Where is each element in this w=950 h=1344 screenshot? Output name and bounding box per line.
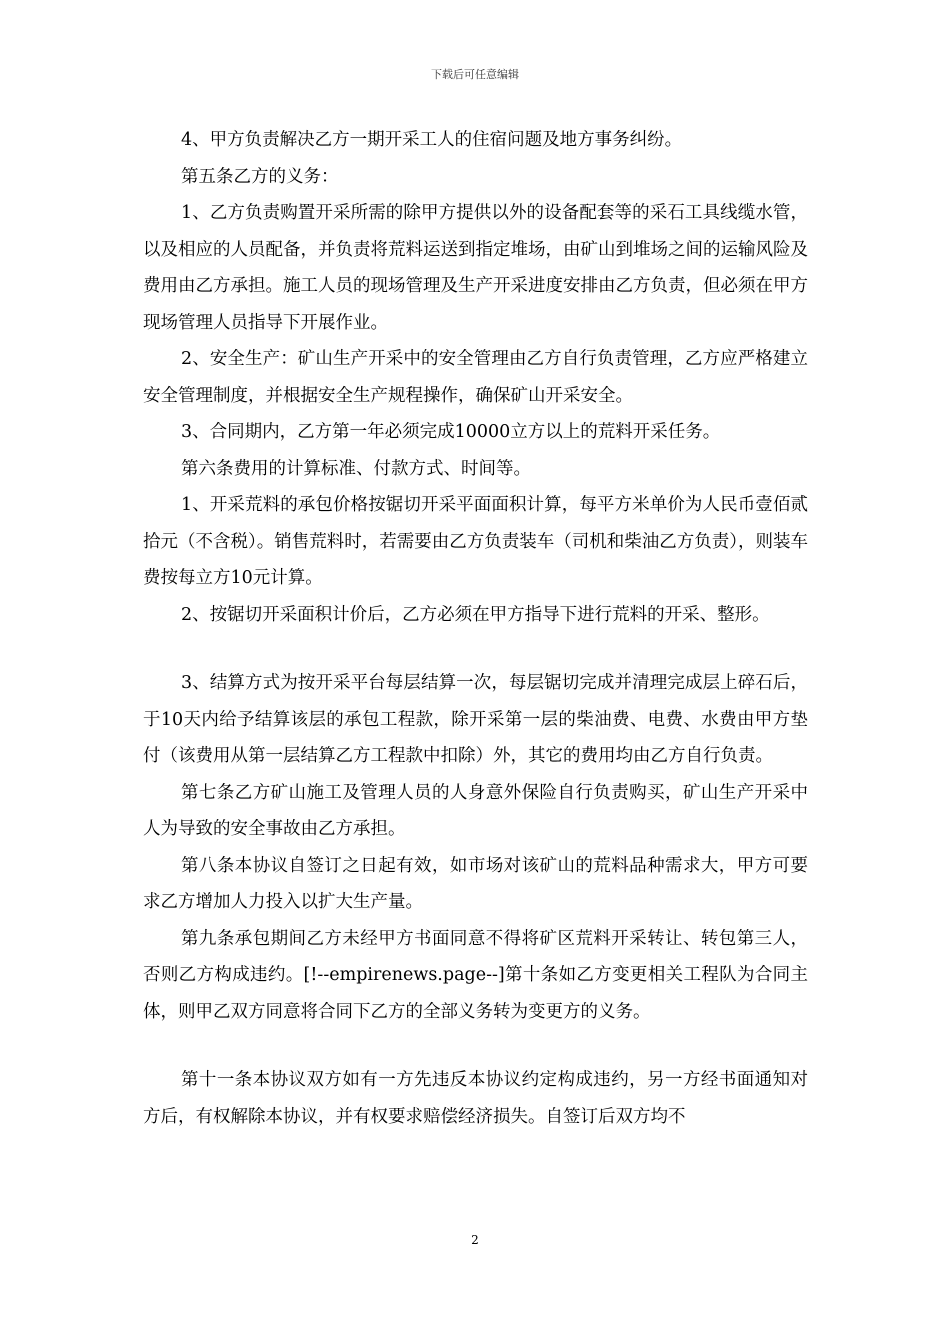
page-header: 下载后可任意编辑 xyxy=(431,68,519,81)
document-body xyxy=(143,122,808,1135)
paragraph: 3、合同期内，乙方第一年必须完成10000立方以上的荒料开采任务。 xyxy=(181,422,721,442)
paragraph: 2、安全生产：矿山生产开采中的安全管理由乙方自行负责管理，乙方应严格建立安全管理制度，并根据安全生产规程操作，确保矿山开采安全。 xyxy=(143,349,808,406)
paragraph: 第六条费用的计算标准、付款方式、时间等。 xyxy=(181,458,531,479)
paragraph: 4、甲方负责解决乙方一期开采工人的住宿问题及地方事务纠纷。 xyxy=(181,130,683,150)
paragraph: 第八条本协议自签订之日起有效，如市场对该矿山的荒料品种需求大，甲方可要求乙方增加人力投入以扩大生产量。 xyxy=(143,855,808,912)
paragraph: 1、乙方负责购置开采所需的除甲方提供以外的设备配套等的采石工具线缆水管，以及相应的人员配备，并负责将荒料运送到指定堆场，由矿山到堆场之间的运输风险及费用由乙方承担。施工人员的现场管理及生产开采进度安排由乙方负责，但必须在甲方现场管理人员指导下开展作业。 xyxy=(143,203,808,333)
paragraph: 1、开采荒料的承包价格按锯切开采平面面积计算，每平方米单价为人民币壹佰贰拾元（不含税）。销售荒料时，若需要由乙方负责装车（司机和柴油乙方负责），则装车费按每立方10元计算。 xyxy=(143,495,808,588)
paragraph: 第五条乙方的义务： xyxy=(181,166,339,187)
paragraph: 2、按锯切开采面积计价后，乙方必须在甲方指导下进行荒料的开采、整形。 xyxy=(181,604,770,625)
paragraph: 第七条乙方矿山施工及管理人员的人身意外保险自行负责购买，矿山生产开采中人为导致的安全事故由乙方承担。 xyxy=(143,782,808,839)
page-number: 2 xyxy=(471,1233,479,1247)
paragraph: 第十一条本协议双方如有一方先违反本协议约定构成违约，另一方经书面通知对方后，有权解除本协议，并有权要求赔偿经济损失。自签订后双方均不 xyxy=(143,1070,808,1127)
paragraph: 第九条承包期间乙方未经甲方书面同意不得将矿区荒料开采转让、转包第三人，否则乙方构成违约。[!--empirenews.page--]第十条如乙方变更相关工程队为合同主体，则甲乙双方同意将合同下乙方的全部义务转为变更方的义务。 xyxy=(143,928,808,1022)
paragraph: 3、结算方式为按开采平台每层结算一次，每层锯切完成并清理完成层上碎石后，于10天内给予结算该层的承包工程款，除开采第一层的柴油费、电费、水费由甲方垫付（该费用从第一层结算乙方工程款中扣除）外，其它的费用均由乙方自行负责。 xyxy=(143,673,808,766)
